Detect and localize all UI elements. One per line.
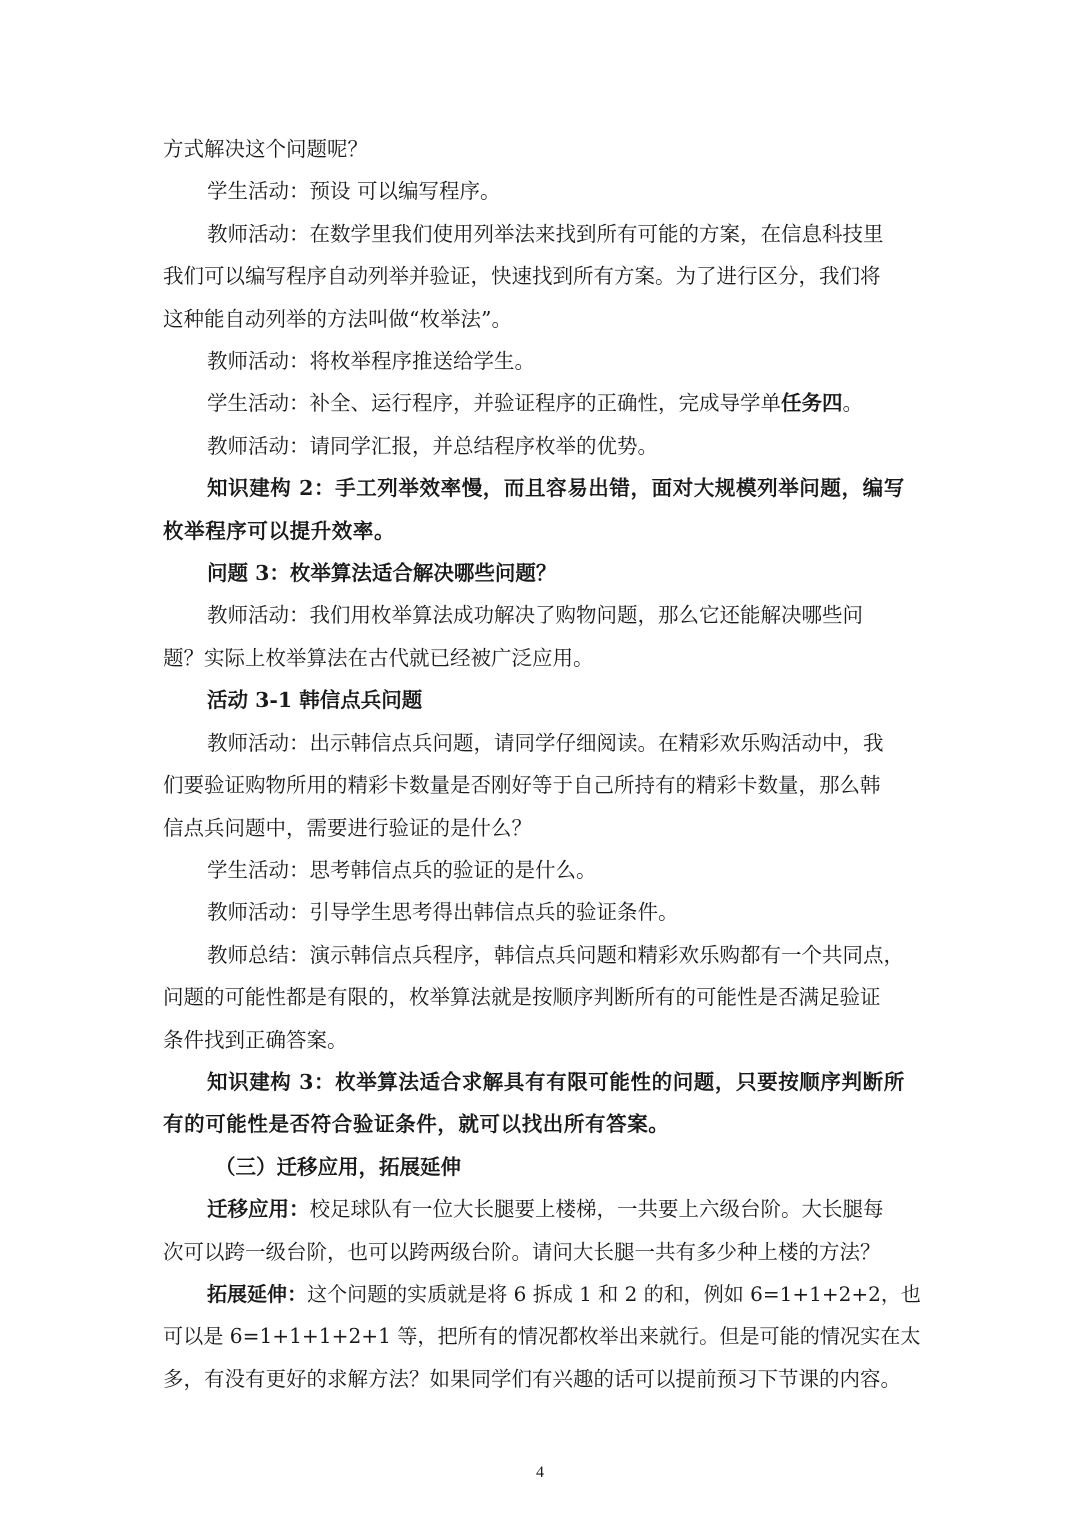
task-four-label: 任务四 [781, 391, 843, 416]
paragraph-line: 教师总结：演示韩信点兵程序，韩信点兵问题和精彩欢乐购都有一个共同点， [207, 942, 904, 967]
transfer-application-label: 迁移应用： [207, 1197, 310, 1222]
paragraph-line: 题？实际上枚举算法在古代就已经被广泛应用。 [163, 645, 594, 670]
paragraph-line: 学生活动：思考韩信点兵的验证的是什么。 [207, 857, 597, 882]
paragraph-line: 教师活动：在数学里我们使用列举法来找到所有可能的方案，在信息科技里 [207, 221, 884, 246]
line-text: 这个问题的实质就是将 6 拆成 1 和 2 的和，例如 6=1+1+2+2，也 [307, 1281, 921, 1306]
paragraph-line: 次可以跨一级台阶，也可以跨两级台阶。请问大长腿一共有多少种上楼的方法？ [163, 1239, 881, 1264]
line-text: 校足球队有一位大长腿要上楼梯，一共要上六级台阶。大长腿每 [309, 1197, 884, 1222]
paragraph-line: 信点兵问题中，需要进行验证的是什么？ [163, 815, 532, 840]
paragraph-line: 教师活动：引导学生思考得出韩信点兵的验证条件。 [207, 900, 679, 925]
paragraph-line: 学生活动：预设 可以编写程序。 [207, 179, 501, 204]
knowledge-construct-3-cont: 有的可能性是否符合验证条件，就可以找出所有答案。 [163, 1112, 670, 1137]
paragraph-line [163, 1188, 921, 1230]
paragraph-line: 问题的可能性都是有限的，枚举算法就是按顺序判断所有的可能性是否满足验证 [163, 985, 881, 1010]
paragraph-line: 方式解决这个问题呢？ [163, 137, 368, 161]
activity-3-1-heading: 活动 3-1 韩信点兵问题 [207, 688, 423, 713]
paragraph-line [163, 1273, 921, 1315]
extension-label: 拓展延伸： [207, 1281, 308, 1306]
paragraph-line: 可以是 6=1+1+1+2+1 等，把所有的情况都枚举出来就行。但是可能的情况实在太 [163, 1324, 921, 1349]
paragraph-line: 教师活动：出示韩信点兵问题，请同学仔细阅读。在精彩欢乐购活动中，我 [207, 730, 884, 755]
knowledge-construct-2: 知识建构 2：手工列举效率慢，而且容易出错，面对大规模列举问题，编写 [207, 476, 905, 501]
page-number: 4 [536, 1464, 544, 1481]
section-heading: （三）迁移应用，拓展延伸 [215, 1154, 461, 1179]
paragraph-line: 多，有没有更好的求解方法？如果同学们有兴趣的话可以提前预习下节课的内容。 [163, 1366, 901, 1391]
paragraph-line: 这种能自动列举的方法叫做“枚举法”。 [163, 306, 512, 331]
line-text: 学生活动：补全、运行程序，并验证程序的正确性，完成导学单 [207, 391, 781, 416]
line-suffix: 。 [842, 391, 863, 416]
paragraph-line: 们要验证购物所用的精彩卡数量是否刚好等于自己所持有的精彩卡数量，那么韩 [163, 773, 881, 798]
knowledge-construct-2-cont: 枚举程序可以提升效率。 [163, 518, 396, 543]
knowledge-construct-3: 知识建构 3：枚举算法适合求解具有有限可能性的问题，只要按顺序判断所 [207, 1069, 905, 1094]
paragraph-line: 教师活动：将枚举程序推送给学生。 [207, 349, 535, 374]
paragraph-line: 教师活动：请同学汇报，并总结程序枚举的优势。 [207, 433, 658, 458]
question-3-heading: 问题 3：枚举算法适合解决哪些问题？ [207, 561, 557, 586]
document-body [163, 128, 921, 1400]
paragraph-line: 教师活动：我们用枚举算法成功解决了购物问题，那么它还能解决哪些问 [207, 603, 863, 628]
paragraph-line: 条件找到正确答案。 [163, 1027, 348, 1052]
paragraph-line: 我们可以编写程序自动列举并验证，快速找到所有方案。为了进行区分，我们将 [163, 264, 881, 289]
paragraph-line [163, 382, 921, 424]
